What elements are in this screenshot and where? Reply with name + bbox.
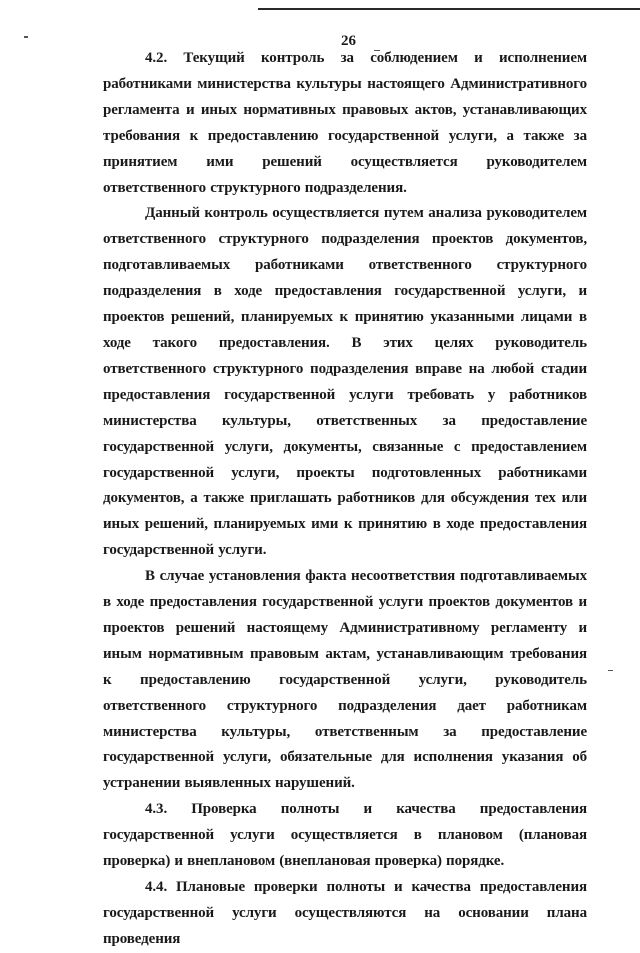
paragraph-4-4: 4.4. Плановые проверки полноты и качества предоставления государственной услуги осуществляются на основании плана проведения: [103, 879, 587, 947]
page-number: 26: [341, 33, 356, 49]
paragraph-control-analysis: Данный контроль осуществляется путем анализа руководителем ответственного структурного подразделения проектов документов, подготавливаемых работниками ответственного структурного подразделения в ходе предоставления государственной услуги, и проектов решений, планируемых к принятию указанными лицами в ходе такого предоставления. В этих целях руководитель ответственного структурного подразделения вправе на любой стадии предоставления государственной услуги требовать у работников министерства культуры, ответственных за предоставление государственной услуги, документы, связанные с предоставлением государственной услуги, проекты подготовленных работниками документов, а также приглашать работников для обсуждения тех или иных решений, планируемых ими к принятию в ходе предоставления государственной услуги.: [103, 205, 587, 559]
document-body: [103, 46, 587, 953]
paragraph-4-3: 4.3. Проверка полноты и качества предоставления государственной услуги осуществляется в плановом (плановая проверка) и внеплановом (внеплановая проверка) порядке.: [103, 801, 587, 870]
scan-artifact: [608, 670, 613, 671]
paragraph-4-2: 4.2. Текущий контроль за соблюдением и исполнением работниками министерства культуры настоящего Административного регламента и иных нормативных правовых актов, устанавливающих требования к предоставлению государственной услуги, а также за принятием ими решений осуществляется руководителем ответственного структурного подразделения.: [103, 50, 587, 196]
scan-top-rule: [258, 8, 640, 10]
paragraph-nonconformity: В случае установления факта несоответствия подготавливаемых в ходе предоставления государственной услуги проектов документов и проектов решений настоящему Административному регламенту и иным нормативным правовым актам, устанавливающим требования к предоставлению государственной услуги, руководитель ответственного структурного подразделения дает работникам министерства культуры, ответственным за предоставление государственной услуги, обязательные для исполнения указания об устранении выявленных нарушений.: [103, 568, 587, 792]
scan-artifact: [24, 36, 28, 38]
